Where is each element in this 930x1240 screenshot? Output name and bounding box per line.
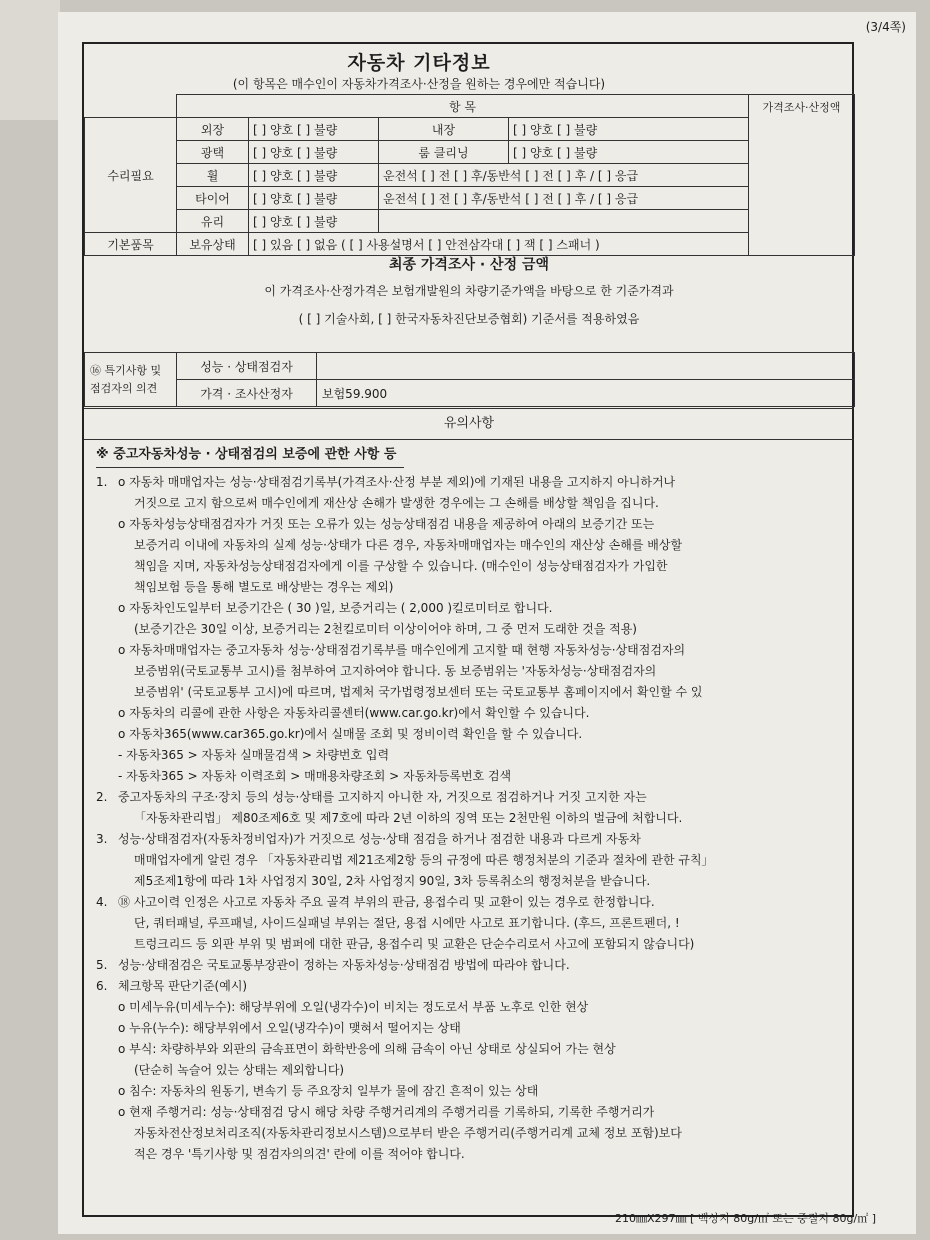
note-text: o 자동차성능상태점검자가 거짓 또는 오류가 있는 성능상태점검 내용을 제공하여 아래의 보증기간 또는 (118, 517, 655, 531)
note-text: o 자동차 매매업자는 성능·상태점검기록부(가격조사·산정 부분 제외)에 기재된 내용을 고지하지 아니하거나 (118, 475, 676, 489)
note-line (96, 1039, 848, 1060)
row-value2: [ ] 양호 [ ] 불량 (509, 141, 749, 164)
note-number (96, 1060, 118, 1081)
note-line (96, 514, 848, 535)
note-text: 책임을 지며, 자동차성능상태점검자에게 이를 구상할 수 있습니다. (매수인이 성능상태점검자가 가입한 (134, 559, 668, 573)
note-text: 보증거리 이내에 자동차의 실제 성능·상태가 다른 경우, 자동차매매업자는 매수인의 재산상 손해를 배상할 (134, 538, 683, 552)
note-line (96, 766, 848, 787)
note-number (96, 997, 118, 1018)
note-number (96, 577, 118, 598)
items-header: 항 목 (177, 95, 749, 118)
note-line (96, 556, 848, 577)
note-line (96, 976, 848, 997)
note-number (96, 514, 118, 535)
note-number (96, 724, 118, 745)
basic-value: [ ] 있음 [ ] 없음 ( [ ] 사용설명서 [ ] 안전삼각대 [ ] 잭 [ ] 스패너 ) (249, 233, 749, 256)
row-value: [ ] 양호 [ ] 불량 (249, 164, 379, 187)
note-line (96, 640, 848, 661)
note-line (96, 661, 848, 682)
note-text: o 자동차인도일부터 보증기간은 ( 30 )일, 보증거리는 ( 2,000 )킬로미터로 합니다. (118, 601, 553, 615)
price-header: 가격조사·산정액 (749, 95, 855, 256)
basic-sub: 보유상태 (177, 233, 249, 256)
note-line (96, 850, 848, 871)
row-label: 휠 (177, 164, 249, 187)
note-line (96, 1123, 848, 1144)
note-line (96, 955, 848, 976)
row-seats: 운전석 [ ] 전 [ ] 후/동반석 [ ] 전 [ ] 후 / [ ] 응급 (379, 187, 749, 210)
note-number: 5. (96, 958, 108, 972)
note-number (96, 1081, 118, 1102)
note-number (96, 619, 118, 640)
notes-list (96, 472, 848, 1165)
note-line (96, 682, 848, 703)
page-curl (0, 0, 60, 120)
basic-label: 기본품목 (85, 233, 177, 256)
row-label: 광택 (177, 141, 249, 164)
note-line (96, 745, 848, 766)
page-number: (3/4쪽) (865, 20, 906, 34)
note-number (96, 598, 118, 619)
document-page (58, 12, 916, 1234)
note-number (96, 661, 118, 682)
final-line2: ( [ ] 기술사회, [ ] 한국자동차진단보증협회) 기준서를 적용하였음 (298, 312, 640, 326)
final-price-section (84, 244, 854, 353)
note-line (96, 577, 848, 598)
note-number (96, 745, 118, 766)
note-text: 거짓으로 고지 함으로써 매수인에게 재산상 손해가 발생한 경우에는 그 손해를 배상할 책임을 집니다. (134, 496, 659, 510)
note-text: 보증범위(국토교통부 고시)를 첨부하여 고지하여야 합니다. 동 보증범위는 '자동차성능·상태점검자의 (134, 664, 657, 678)
row-label: 외장 (177, 118, 249, 141)
note-number (96, 766, 118, 787)
note-text: o 침수: 자동차의 원동기, 변속기 등 주요장치 일부가 물에 잠긴 흔적이 있는 상태 (118, 1084, 539, 1098)
note-text: - 자동차365 > 자동차 실매물검색 > 차량번호 입력 (118, 748, 390, 762)
note-text: o 자동차365(www.car365.go.kr)에서 실매물 조회 및 정비이력 확인을 할 수 있습니다. (118, 727, 583, 741)
note-line (96, 829, 848, 850)
note-line (96, 1081, 848, 1102)
note-line (96, 619, 848, 640)
note-text: 성능·상태점검은 국토교통부장관이 정하는 자동차성능·상태점검 방법에 따라야 합니다. (118, 958, 570, 972)
appraiser-value: 보험59.900 (317, 380, 855, 407)
row-value: [ ] 양호 [ ] 불량 (249, 210, 379, 233)
row-label: 타이어 (177, 187, 249, 210)
note-text: 중고자동차의 구조·장치 등의 성능·상태를 고지하지 아니한 자, 거짓으로 점검하거나 거짓 고지한 자는 (118, 790, 647, 804)
note-text: 성능·상태점검자(자동차정비업자)가 거짓으로 성능·상태 점검을 하거나 점검한 내용과 다르게 자동차 (118, 832, 641, 846)
note-text: 트렁크리드 등 외판 부위 및 범퍼에 대한 판금, 용접수리 및 교환은 단순수리로서 사고에 포함되지 않습니다) (134, 937, 695, 951)
note-text: 책임보험 등을 통해 별도로 배상받는 경우는 제외) (134, 580, 394, 594)
row-seats: 운전석 [ ] 전 [ ] 후/동반석 [ ] 전 [ ] 후 / [ ] 응급 (379, 164, 749, 187)
note-number (96, 556, 118, 577)
note-number (96, 493, 118, 514)
note-text: 「자동차관리법」 제80조제6호 및 제7호에 따라 2년 이하의 징역 또는 2천만원 이하의 벌금에 처합니다. (134, 811, 683, 825)
opinion-table (84, 352, 855, 407)
note-text: 단, 쿼터패널, 루프패널, 사이드실패널 부위는 절단, 용접 시에만 사고로 표기합니다. (후드, 프론트펜더, ! (134, 916, 680, 930)
note-number (96, 1039, 118, 1060)
note-text: o 누유(누수): 해당부위에서 오일(냉각수)이 맺혀서 떨어지는 상태 (118, 1021, 461, 1035)
notes-section (96, 444, 848, 1165)
note-number (96, 1123, 118, 1144)
note-text: o 부식: 차량하부와 외판의 금속표면이 화학반응에 의해 금속이 아닌 상태로 상실되어 가는 현상 (118, 1042, 616, 1056)
inspector-label: 성능 · 상태점검자 (177, 353, 317, 380)
note-number: 6. (96, 979, 108, 993)
note-text: 제5조제1항에 따라 1차 사업정지 30일, 2차 사업정지 90일, 3차 등록취소의 행정처분을 받습니다. (134, 874, 651, 888)
row-value: [ ] 양호 [ ] 불량 (249, 141, 379, 164)
note-line (96, 892, 848, 913)
note-line (96, 871, 848, 892)
notes-title: ※ 중고자동차성능 · 상태점검의 보증에 관한 사항 등 (96, 444, 404, 468)
note-text: 적은 경우 '특기사항 및 점검자의의견' 란에 이를 적어야 합니다. (134, 1147, 465, 1161)
note-number (96, 1102, 118, 1123)
opinion-label-1: ⑯ 특기사항 및 (90, 363, 162, 377)
notes-header: 유의사항 (84, 408, 854, 440)
note-number: 2. (96, 790, 108, 804)
note-number (96, 871, 118, 892)
appraiser-label: 가격 · 조사산정자 (177, 380, 317, 407)
note-line (96, 787, 848, 808)
row-value: [ ] 양호 [ ] 불량 (249, 118, 379, 141)
row-label2: 룸 클리닝 (379, 141, 509, 164)
note-line (96, 535, 848, 556)
note-number (96, 703, 118, 724)
note-text: 보증범위' (국토교통부 고시)에 따르며, 법제처 국가법령정보센터 또는 국토교통부 홈페이지에서 확인할 수 있 (134, 685, 703, 699)
note-text: (보증기간은 30일 이상, 보증거리는 2천킬로미터 이상이어야 하며, 그 중 먼저 도래한 것을 적용) (134, 622, 637, 636)
note-text: 체크항목 판단기준(예시) (118, 979, 248, 993)
note-text: ⑱ 사고이력 인정은 사고로 자동차 주요 골격 부위의 판금, 용접수리 및 교환이 있는 경우로 한정합니다. (118, 895, 655, 909)
form-subtitle: (이 항목은 매수인이 자동차가격조사·산정을 원하는 경우에만 적습니다) (232, 77, 606, 91)
repair-table (84, 94, 855, 256)
note-line (96, 1144, 848, 1165)
note-number (96, 535, 118, 556)
note-line (96, 493, 848, 514)
note-number: 1. (96, 475, 108, 489)
form-title: 자동차 기타정보 (347, 52, 491, 74)
row-label2: 내장 (379, 118, 509, 141)
paper-spec: 210㎜X297㎜ [ 백상지 80g/㎡ 또는 중질지 80g/㎡ ] (615, 1212, 876, 1225)
note-line (96, 598, 848, 619)
note-number (96, 640, 118, 661)
note-line (96, 808, 848, 829)
inspector-value (317, 353, 855, 380)
note-number (96, 1018, 118, 1039)
note-text: 자동차전산정보처리조직(자동차관리정보시스템)으로부터 받은 주행거리(주행거리계 교체 정보 포함)보다 (134, 1126, 682, 1140)
note-number (96, 913, 118, 934)
note-text: - 자동차365 > 자동차 이력조회 > 매매용차량조회 > 자동차등록번호 검색 (118, 769, 512, 783)
note-text: (단순히 녹슬어 있는 상태는 제외합니다) (134, 1063, 345, 1077)
note-line (96, 934, 848, 955)
row-value: [ ] 양호 [ ] 불량 (249, 187, 379, 210)
note-text: o 현재 주행거리: 성능·상태점검 당시 해당 차량 주행거리계의 주행거리를 기록하되, 기록한 주행거리가 (118, 1105, 655, 1119)
row-value2: [ ] 양호 [ ] 불량 (509, 118, 749, 141)
note-number (96, 808, 118, 829)
note-line (96, 724, 848, 745)
note-number (96, 850, 118, 871)
note-number (96, 682, 118, 703)
note-line (96, 913, 848, 934)
note-number (96, 1144, 118, 1165)
note-line (96, 997, 848, 1018)
note-line (96, 1018, 848, 1039)
note-line (96, 703, 848, 724)
form-frame (82, 42, 854, 1217)
note-text: 매매업자에게 알린 경우 「자동차관리법 제21조제2항 등의 규정에 따른 행정처분의 기준과 절차에 관한 규칙」 (134, 853, 714, 867)
note-line (96, 472, 848, 493)
final-heading: 최종 가격조사 · 산정 금액 (388, 257, 550, 273)
opinion-label-2: 점검자의 의견 (90, 381, 158, 395)
note-number: 4. (96, 895, 108, 909)
note-number: 3. (96, 832, 108, 846)
note-line (96, 1060, 848, 1081)
final-line1: 이 가격조사·산정가격은 보험개발원의 차량기준가액을 바탕으로 한 기준가격과 (264, 284, 674, 298)
note-line (96, 1102, 848, 1123)
row-label: 유리 (177, 210, 249, 233)
repair-label: 수리필요 (85, 118, 177, 233)
note-text: o 미세누유(미세누수): 해당부위에 오일(냉각수)이 비치는 정도로서 부품 노후로 인한 현상 (118, 1000, 589, 1014)
note-text: o 자동차매매업자는 중고자동차 성능·상태점검기록부를 매수인에게 고지할 때 현행 자동차성능·상태점검자의 (118, 643, 686, 657)
note-text: o 자동차의 리콜에 관한 사항은 자동차리콜센터(www.car.go.kr)에서 확인할 수 있습니다. (118, 706, 590, 720)
note-number (96, 934, 118, 955)
